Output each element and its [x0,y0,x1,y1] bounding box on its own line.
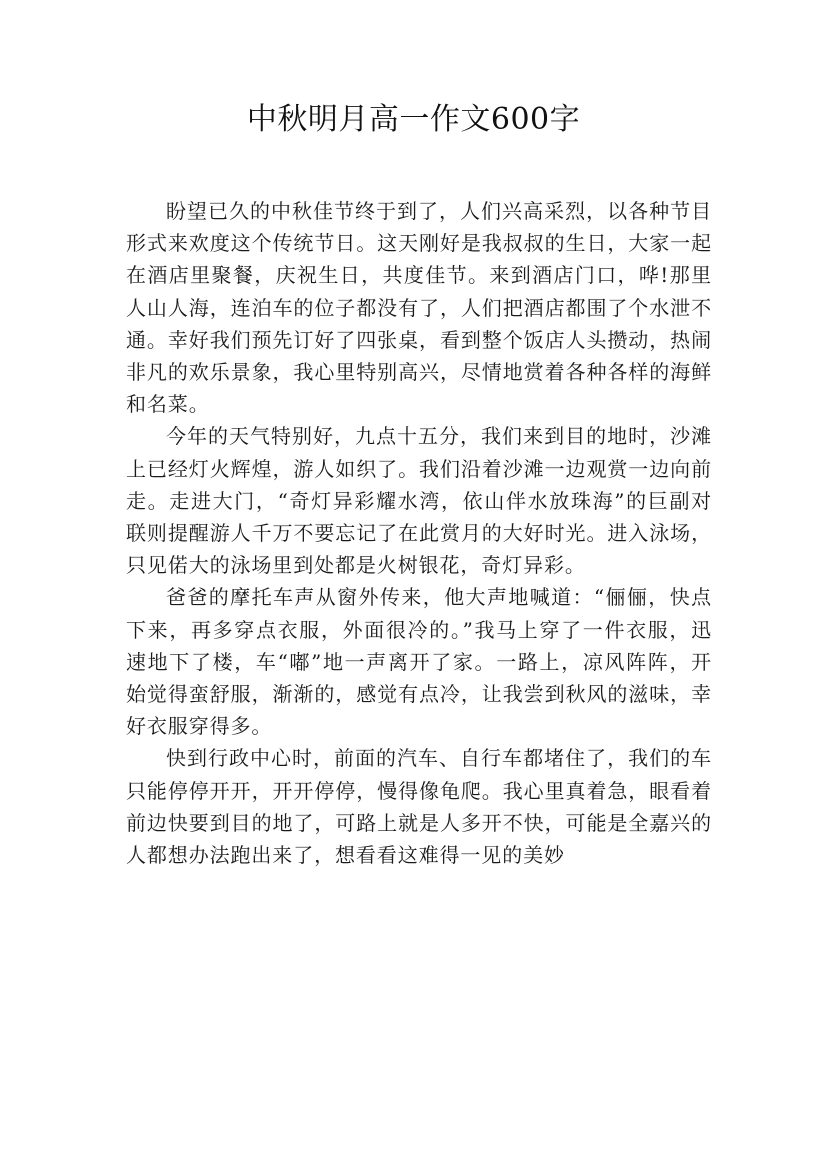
document-body [126,195,712,871]
paragraph-3: 爸爸的摩托车声从窗外传来，他大声地喊道：“俪俪，快点下来，再多穿点衣服，外面很冷的。”我马上穿了一件衣服，迅速地下了楼，车“嘟”地一声离开了家。一路上，凉风阵阵，开始觉得蛮舒服，渐渐的，感觉有点冷，让我尝到秋风的滋味，幸好衣服穿得多。 [126,585,712,739]
paragraph-4: 快到行政中心时，前面的汽车、自行车都堵住了，我们的车只能停停开开，开开停停，慢得像龟爬。我心里真着急，眼看着前边快要到目的地了，可路上就是人多开不快，可能是全嘉兴的人都想办法跑出来了，想看看这难得一见的美妙 [126,746,712,868]
paragraph-1: 盼望已久的中秋佳节终于到了，人们兴高采烈，以各种节目形式来欢度这个传统节日。这天刚好是我叔叔的生日，大家一起在酒店里聚餐，庆祝生日，共度佳节。来到酒店门口，哗!那里人山人海，连泊车的位子都没有了，人们把酒店都围了个水泄不通。幸好我们预先订好了四张桌，看到整个饭店人头攒动，热闹非凡的欢乐景象，我心里特别高兴，尽情地赏着各种各样的海鲜和名菜。 [126,199,712,417]
document-title: 中秋明月高一作文600字 [246,102,581,137]
paragraph-2: 今年的天气特别好，九点十五分，我们来到目的地时，沙滩上已经灯火辉煌，游人如织了。我们沿着沙滩一边观赏一边向前走。走进大门，“奇灯异彩耀水湾，依山伴水放珠海”的巨副对联则提醒游人千万不要忘记了在此赏月的大好时光。进入泳场，只见偌大的泳场里到处都是火树银花，奇灯异彩。 [126,424,712,578]
